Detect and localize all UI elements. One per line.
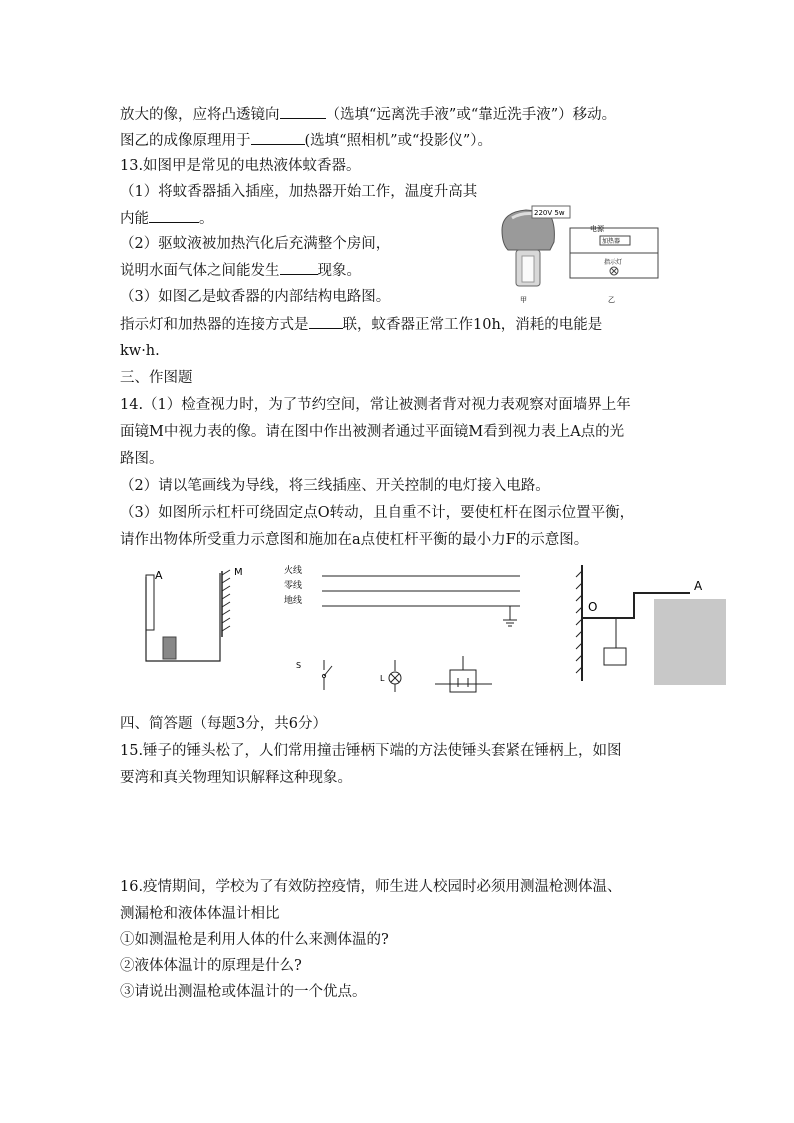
q13-part1b: 内能 。 <box>120 208 214 229</box>
three-pin-socket-icon[interactable] <box>435 656 492 692</box>
figure-14-3 <box>570 563 732 688</box>
live-wire-label: 火线 <box>284 566 303 576</box>
weight-block[interactable] <box>604 648 626 665</box>
switch-s-label: S <box>296 661 302 670</box>
neutral-wire-label: 零线 <box>284 581 303 591</box>
q16a: 16.疫情期间，学校为了有效防控疫情，师生进人校园时必须用测温枪测体温、 <box>120 879 622 895</box>
q13-part1: （1）将蚊香器插入插座，加热器开始工作，温度升高其 <box>120 184 478 200</box>
power-label: 电源 <box>590 225 604 233</box>
room-outline <box>146 573 220 661</box>
figure-14-2 <box>280 560 520 695</box>
heater-label: 加热器 <box>602 238 621 245</box>
lamp-label: 指示灯 <box>604 259 623 266</box>
mirror-hatching <box>222 570 230 637</box>
q13-part2b: 说明水面气体之间能发生 现象。 <box>120 260 361 281</box>
circuit-diagram <box>570 228 658 278</box>
ground-symbol-icon <box>503 606 517 626</box>
q13-part3: （3）如图乙是蚊香器的内部结构电路图。 <box>120 289 391 305</box>
ground-wire-label: 地线 <box>284 596 303 606</box>
point-a-label: A <box>155 569 163 582</box>
q13-part2a: （2）驱蚊液被加热汽化后充满整个房间， <box>120 236 391 252</box>
q13-part3d: kw·h. <box>120 343 160 359</box>
q14-3b: 请作出物体所受重力示意图和施加在a点使杠杆平衡的最小力F的示意图。 <box>120 532 589 548</box>
answer-blank[interactable] <box>149 208 199 223</box>
q14-2: （2）请以笔画线为导线，将三线插座、开关控制的电灯接入电路。 <box>120 478 550 494</box>
q15b: 要湾和真关物理知识解释这种现象。 <box>120 770 352 786</box>
sticker-label: 220V 5w <box>534 209 565 217</box>
person-icon <box>163 637 176 659</box>
wall-hatching <box>576 565 582 681</box>
text-line-1: 放大的像，应将凸透镜向 （选填“远离洗手液”或“靠近洗手液”）移动。 <box>120 104 616 125</box>
lamp-l-label: L <box>380 674 385 683</box>
question-13: 13.如图甲是常见的电热液体蚊香器。 <box>120 158 361 174</box>
q15a: 15.锤子的锤头松了，人们常用撞击锤柄下端的方法使锤头套紧在锤柄上，如图 <box>120 743 622 759</box>
switch-icon[interactable] <box>322 660 332 690</box>
section-3-heading: 三、作图题 <box>120 370 193 386</box>
answer-blank[interactable] <box>280 260 318 275</box>
eye-chart <box>146 575 154 630</box>
label-yi: 乙 <box>608 296 615 304</box>
q16e: ③请说出测温枪或体温计的一个优点。 <box>120 984 367 1000</box>
mirror-m-label: M <box>234 567 243 578</box>
answer-blank[interactable] <box>309 314 343 329</box>
q13-part3b: 指示灯和加热器的连接方式是 联，蚊香器正常工作10h，消耗的电能是 <box>120 314 602 335</box>
pivot-o-label: O <box>588 600 598 614</box>
worker-image <box>654 599 726 685</box>
q14-3a: （3）如图所示杠杆可绕固定点O转动，且自重不计，要使杠杆在图示位置平衡， <box>120 505 635 521</box>
figure-14-1 <box>138 565 250 670</box>
point-a-label: A <box>694 579 703 593</box>
q14-1c: 路图。 <box>120 451 164 467</box>
q16b: 测漏枪和液体体温计相比 <box>120 906 280 922</box>
answer-blank[interactable] <box>280 104 326 119</box>
figure-13 <box>490 200 665 310</box>
q16c: ①如测温枪是利用人体的什么来测体温的? <box>120 932 389 948</box>
text-line-2: 图乙的成像原理用于 (选填“照相机”或“投影仪”）。 <box>120 130 492 151</box>
lamp-icon[interactable] <box>389 660 401 692</box>
q16d: ②液体体温计的原理是什么? <box>120 958 302 974</box>
q14-1a: 14.（1）检查视力时，为了节约空间，常让被测者背对视力表观察对面墙界上年 <box>120 397 631 413</box>
mosquito-repeller-image <box>502 206 570 286</box>
label-jia: 甲 <box>520 296 527 304</box>
q14-1b: 面镜M中视力表的像。请在图中作出被测者通过平面镜M看到视力表上A点的光 <box>120 424 625 440</box>
section-4-heading: 四、简答题（每题3分，共6分） <box>120 716 327 732</box>
answer-blank[interactable] <box>251 130 305 145</box>
